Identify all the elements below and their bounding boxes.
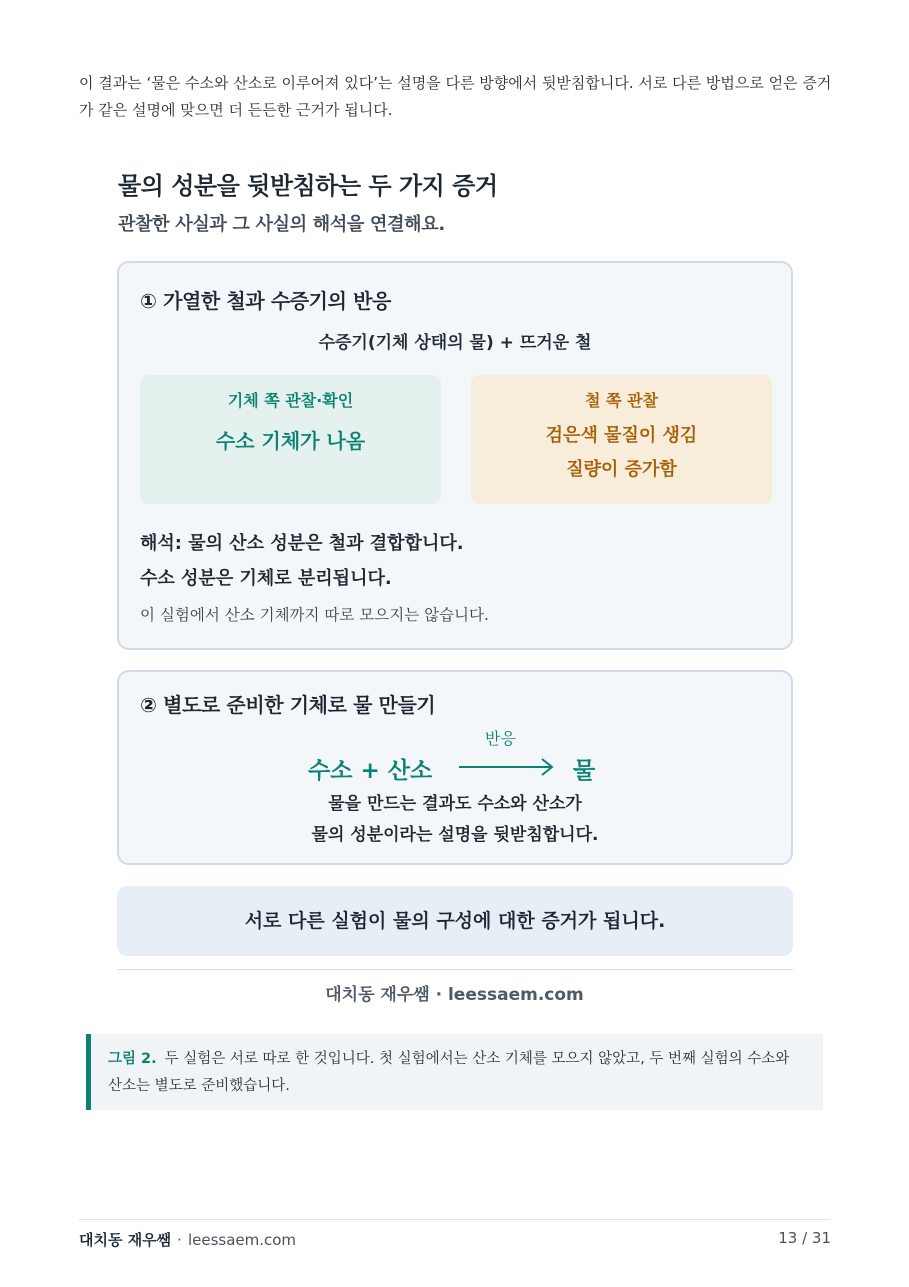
evidence-card-1 (117, 261, 793, 650)
card1-note: 이 실험에서 산소 기체까지 따로 모으지는 않습니다. (140, 606, 489, 624)
gas-observation-title: 기체 쪽 관찰·확인 (227, 391, 354, 410)
caption-text: 두 실험은 서로 따로 한 것입니다. 첫 실험에서는 산소 기체를 모으지 않았고, 두 번째 실험의 수소와 산소는 별도로 준비했습니다. (108, 1051, 790, 1094)
figure-credit: 대치동 재우쌤 · leessaem.com (325, 985, 584, 1005)
figure-caption (86, 1034, 823, 1110)
iron-observation-box (471, 375, 772, 504)
evidence-card-2 (117, 670, 793, 865)
card2-explanation (119, 789, 791, 851)
card1-reactants: 수증기(기체 상태의 물) + 뜨거운 철 (318, 333, 592, 353)
card1-interpretation (140, 526, 464, 596)
footer-divider (79, 1219, 831, 1220)
card2-explanation-line: 물을 만드는 결과도 수소와 산소가 (328, 794, 582, 814)
gas-observation-result: 수소 기체가 나옴 (215, 429, 366, 453)
page-number: 13 / 31 (778, 1229, 831, 1247)
card2-heading: ② 별도로 준비한 기체로 물 만들기 (140, 693, 436, 717)
interpretation-line: 해석: 물의 산소 성분은 철과 결합합니다. (140, 533, 464, 554)
iron-observation-title: 철 쪽 관찰 (585, 391, 658, 410)
footer-site: leessaem.com (187, 1231, 297, 1249)
card2-explanation-line: 물의 성분이라는 설명을 뒷받침합니다. (311, 825, 599, 845)
reaction-arrow-icon (457, 754, 557, 778)
iron-observation-line: 질량이 증가함 (566, 459, 677, 480)
gas-observation-box (140, 375, 441, 504)
caption-label: 그림 2. (108, 1051, 157, 1067)
reaction-arrow-label: 반응 (485, 729, 516, 748)
figure-subtitle: 관찰한 사실과 그 사실의 해석을 연결해요. (118, 214, 445, 235)
card1-heading: ① 가열한 철과 수증기의 반응 (140, 289, 391, 313)
footer-brand: 대치동 재우쌤 (79, 1231, 172, 1249)
footer-separator: · (177, 1231, 182, 1249)
figure-title: 물의 성분을 뒷받침하는 두 가지 증거 (118, 172, 498, 200)
intro-paragraph: 이 결과는 ‘물은 수소와 산소로 이루어져 있다’는 설명을 다른 방향에서 뒷받침합니다. 서로 다른 방법으로 얻은 증거가 같은 설명에 맞으면 더 든든한 근거가 됩니다. (79, 74, 832, 119)
interpretation-line: 수소 성분은 기체로 분리됩니다. (140, 568, 392, 589)
iron-observation-line: 검은색 물질이 생김 (545, 425, 698, 446)
equation-product: 물 (573, 758, 596, 784)
figure-divider (117, 969, 793, 970)
page-footer (79, 1229, 831, 1250)
equation-reactants: 수소 + 산소 (308, 758, 433, 784)
conclusion-banner: 서로 다른 실험이 물의 구성에 대한 증거가 됩니다. (117, 886, 793, 956)
